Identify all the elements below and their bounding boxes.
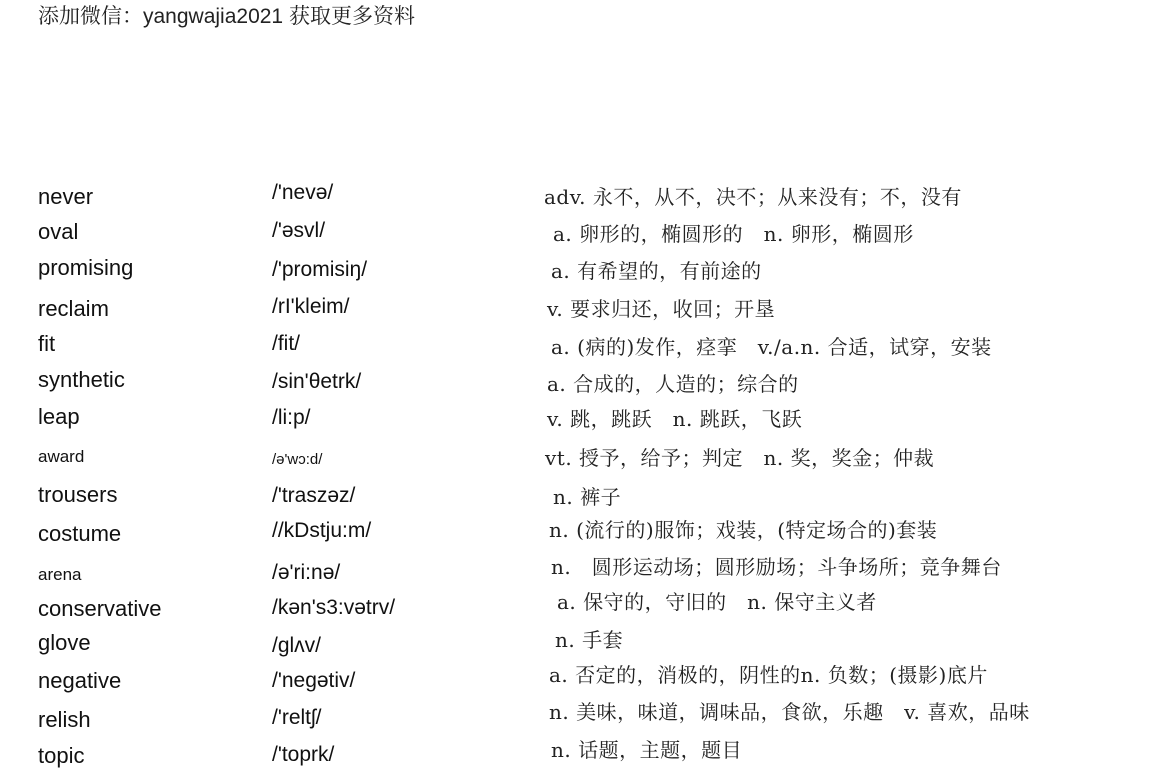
vocab-word: award xyxy=(38,447,85,466)
vocab-row xyxy=(0,367,1157,403)
vocab-word: glove xyxy=(38,630,91,655)
vocab-ipa: /'toprk/ xyxy=(272,743,335,766)
vocab-meaning: n. 手套 xyxy=(555,628,624,652)
vocab-row xyxy=(0,481,1157,517)
vocab-row xyxy=(0,624,1157,660)
vocab-row xyxy=(0,254,1157,290)
vocab-word: conservative xyxy=(38,596,162,621)
vocab-row xyxy=(0,696,1157,732)
vocab-row xyxy=(0,551,1157,587)
vocab-meaning: a. 有希望的，有前途的 xyxy=(551,259,762,283)
vocab-ipa: /'əsvl/ xyxy=(272,219,326,242)
vocab-word: costume xyxy=(38,521,122,546)
vocab-word: synthetic xyxy=(38,367,125,392)
vocab-word: fit xyxy=(38,331,56,356)
vocab-row xyxy=(0,403,1157,439)
vocab-ipa: //kDstju:m/ xyxy=(272,519,372,542)
vocab-meaning: vt. 授予，给予；判定 n. 奖，奖金；仲裁 xyxy=(545,446,935,470)
vocab-meaning: a. (病的)发作，痉挛 v./a.n. 合适，试穿，安装 xyxy=(551,335,992,359)
vocab-ipa: /fit/ xyxy=(272,332,301,355)
vocab-meaning: n. 话题，主题，题目 xyxy=(551,738,743,762)
vocab-meaning: a. 卵形的，椭圆形的 n. 卵形，椭圆形 xyxy=(553,222,914,246)
vocab-ipa: /li:p/ xyxy=(272,406,311,429)
vocab-meaning: v. 跳，跳跃 n. 跳跃，飞跃 xyxy=(547,407,803,431)
vocab-word: negative xyxy=(38,668,122,693)
vocab-meaning: n. 圆形运动场；圆形励场；斗争场所；竞争舞台 xyxy=(551,555,1002,579)
vocab-row xyxy=(0,293,1157,329)
vocab-ipa: /ə'wɔ:d/ xyxy=(272,451,323,468)
vocab-word: reclaim xyxy=(38,296,109,321)
vocab-ipa: /'promisiŋ/ xyxy=(272,258,368,281)
vocab-meaning: a. 否定的，消极的，阴性的n. 负数；(摄影)底片 xyxy=(549,663,988,687)
header-text: 添加微信：yangwajia2021 获取更多资料 xyxy=(38,5,415,28)
vocab-word: relish xyxy=(38,707,91,732)
vocab-word: arena xyxy=(38,565,82,584)
vocab-row xyxy=(0,732,1157,768)
vocab-row xyxy=(0,586,1157,622)
vocab-ipa: /sin'θetrk/ xyxy=(272,370,362,393)
vocab-word: topic xyxy=(38,743,85,768)
vocab-ipa: /glʌv/ xyxy=(272,634,322,657)
vocab-row xyxy=(0,181,1157,217)
vocab-ipa: /'negətiv/ xyxy=(272,669,356,692)
vocab-word: leap xyxy=(38,404,80,429)
vocab-meaning: a. 保守的，守旧的 n. 保守主义者 xyxy=(557,590,877,614)
vocab-meaning: v. 要求归还，收回；开垦 xyxy=(547,297,776,321)
vocab-meaning: a. 合成的，人造的；综合的 xyxy=(547,372,799,396)
vocab-ipa: /rI'kleim/ xyxy=(272,295,350,318)
vocab-row xyxy=(0,659,1157,695)
vocab-meaning: n. 美味，味道，调味品，食欲，乐趣 v. 喜欢，品味 xyxy=(549,700,1030,724)
vocab-word: promising xyxy=(38,255,134,280)
vocab-ipa: /kən's3:vətrv/ xyxy=(272,596,396,619)
vocab-meaning: n. 裤子 xyxy=(553,485,622,509)
vocab-word: never xyxy=(38,184,94,209)
vocab-ipa: /'traszəz/ xyxy=(272,484,356,507)
vocab-ipa: /'reltʃ/ xyxy=(272,706,322,729)
vocab-ipa: /'nevə/ xyxy=(272,181,334,204)
vocab-row xyxy=(0,331,1157,367)
vocab-row xyxy=(0,218,1157,254)
vocab-word: oval xyxy=(38,219,79,244)
vocab-meaning: n. (流行的)服饰；戏装，(特定场合的)套装 xyxy=(549,518,938,542)
vocab-ipa: /ə'ri:nə/ xyxy=(272,561,341,584)
vocab-meaning: adv. 永不，从不，决不；从来没有；不，没有 xyxy=(544,185,962,209)
vocab-row xyxy=(0,442,1157,478)
vocab-row xyxy=(0,514,1157,550)
vocab-word: trousers xyxy=(38,482,118,507)
